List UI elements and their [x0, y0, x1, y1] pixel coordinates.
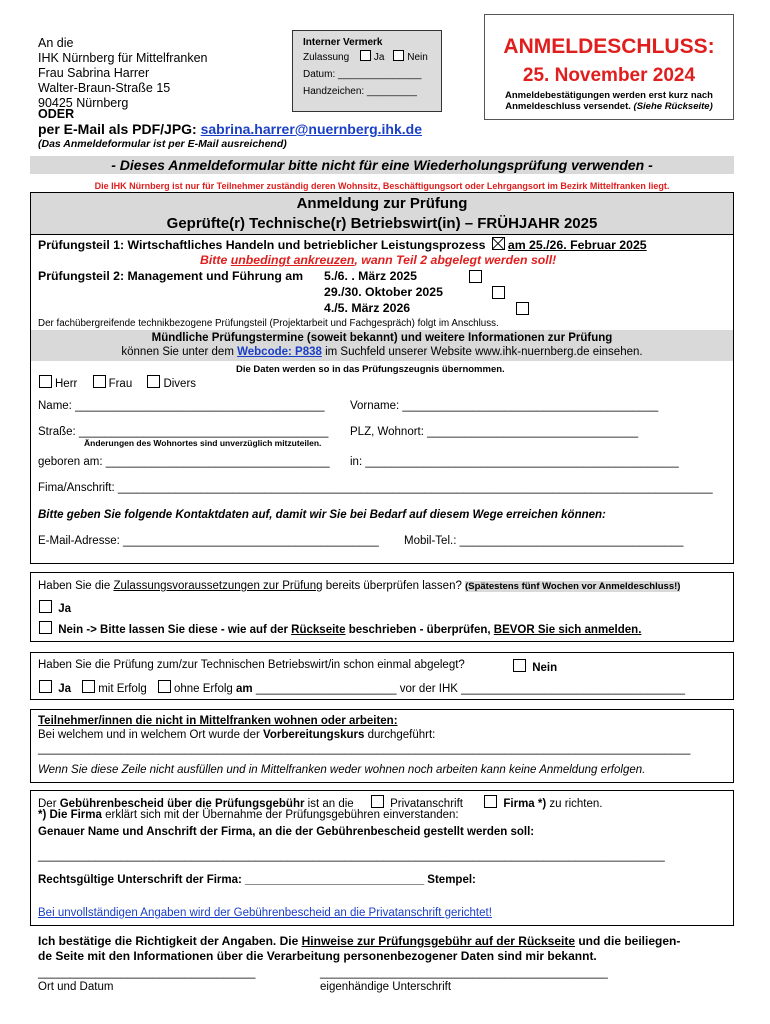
certificate-note: Die Daten werden so in das Prüfungszeugnis übernommen.: [236, 364, 505, 375]
previous-nein-checkbox[interactable]: [513, 659, 526, 672]
confirmation-text: [38, 934, 738, 964]
internal-handzeichen: Handzeichen: _________: [303, 86, 417, 97]
admission-nein-checkbox[interactable]: [39, 621, 52, 634]
zulassung-nein-label: Nein: [407, 52, 428, 63]
part2-date-3: 4./5. März 2026: [324, 301, 411, 315]
herr-label: Herr: [55, 378, 78, 390]
ohne-erfolg-label: ohne Erfolg: [173, 683, 233, 695]
admission-q-a: Haben Sie die: [38, 580, 114, 592]
admission-q-b: bereits überprüfen lassen?: [322, 580, 462, 592]
deadline-note-line2: Anmeldeschluss versendet.: [505, 101, 631, 112]
company-address-prompt: Genauer Name und Anschrift der Firma, an die der Gebührenbescheid gestellt werden soll:: [38, 826, 535, 838]
internal-datum: Datum: _______________: [303, 69, 422, 80]
am-label: am: [236, 683, 253, 695]
email-link[interactable]: sabrina.harrer@nuernberg.ihk.de: [200, 121, 422, 137]
ihk-field[interactable]: ___________________________________: [461, 683, 685, 695]
part1-instruction-c: , wann Teil 2 abgelegt werden soll!: [354, 253, 557, 267]
birthdate-field[interactable]: geboren am: ___________________________________: [38, 456, 330, 468]
company-label: Firma *): [503, 798, 547, 810]
deadline-title: ANMELDESCHLUSS:: [503, 35, 715, 58]
fee-l1-a: Der: [38, 798, 60, 810]
vor-ihk-label: vor der IHK: [399, 683, 458, 695]
confirm-c: de Seite mit den Informationen über die Verarbeitung personenbezogener Daten sind mir bekannt.: [38, 949, 597, 963]
jurisdiction-note: Die IHK Nürnberg ist nur für Teilnehmer zuständig deren Wohnsitz, Beschäftigungsort oder Lehrgangsort im Bezirk Mittelfranken liegt.: [94, 181, 670, 191]
fee-l1-b: Gebührenbescheid über die Prüfungsgebühr: [59, 798, 305, 810]
deadline-note: [485, 90, 733, 112]
strasse-field[interactable]: Straße: _______________________________________: [38, 426, 329, 438]
admission-nein-b: beschrieben - überprüfen,: [345, 624, 494, 636]
internal-note-title: Interner Vermerk: [303, 37, 383, 48]
part2-date-1-checkbox[interactable]: [469, 270, 482, 283]
mobile-field[interactable]: Mobil-Tel.: ___________________________________: [404, 535, 684, 547]
place-date-field[interactable]: __________________________________: [38, 967, 256, 979]
course-location-field[interactable]: ______________________________________________________________________________________________________: [38, 743, 691, 755]
outside-q-b: durchgeführt:: [364, 729, 436, 741]
part2-date-3-checkbox[interactable]: [516, 302, 529, 315]
signature-label: eigenhändige Unterschrift: [320, 981, 452, 993]
part2-date-2: 29./30. Oktober 2025: [324, 285, 443, 299]
previous-ja-label: Ja: [58, 683, 71, 695]
oral-exam-text-a: können Sie unter dem: [121, 346, 238, 358]
ohne-erfolg-checkbox[interactable]: [158, 680, 171, 693]
birthplace-field[interactable]: in: _________________________________________________: [350, 456, 679, 468]
divers-checkbox[interactable]: [147, 375, 160, 388]
company-signature-field[interactable]: Rechtsgültige Unterschrift der Firma: ____________________________ Stempel:: [38, 874, 476, 886]
part1-instruction: [200, 253, 556, 267]
herr-checkbox[interactable]: [39, 375, 52, 388]
part2-date-2-checkbox[interactable]: [492, 286, 505, 299]
admission-deadline-note: (Spätestens fünf Wochen vor Anmeldeschluss!): [465, 581, 681, 592]
outside-title: Teilnehmer/innen die nicht in Mittelfranken wohnen oder arbeiten:: [38, 715, 398, 727]
admission-q-link: Zulassungsvoraussetzungen zur Prüfung: [113, 580, 323, 592]
outside-question: [38, 729, 435, 741]
address-line: Walter-Braun-Straße 15: [38, 81, 171, 95]
company-consent-bold: *) Die Firma: [38, 809, 102, 821]
part1-instruction-a: Bitte: [200, 253, 231, 267]
admission-question: [38, 580, 680, 592]
private-address-checkbox[interactable]: [371, 795, 384, 808]
registration-title-line1: Anmeldung zur Prüfung: [296, 195, 468, 212]
oral-exam-info: [31, 330, 733, 361]
email-prefix: per E-Mail als PDF/JPG:: [38, 121, 201, 137]
outside-note: Wenn Sie diese Zeile nicht ausfüllen und in Mittelfranken weder wohnen noch arbeiten kann keine Anmeldung erfolgen.: [38, 764, 646, 776]
outside-q-a: Bei welchem und in welchem Ort wurde der: [38, 729, 263, 741]
outside-q-bold: Vorbereitungskurs: [263, 729, 365, 741]
part1-checkbox[interactable]: [492, 237, 505, 250]
company-address-field[interactable]: __________________________________________________________________________________________________: [38, 850, 665, 862]
email-field[interactable]: E-Mail-Adresse: ________________________________________: [38, 535, 379, 547]
part1-label: Prüfungsteil 1: Wirtschaftliches Handeln und betrieblicher Leistungsprozess: [38, 238, 486, 252]
company-checkbox[interactable]: [484, 795, 497, 808]
vorname-field[interactable]: Vorname: ________________________________________: [350, 400, 659, 412]
part1-instruction-b: unbedingt ankreuzen: [230, 253, 355, 267]
signature-field[interactable]: _____________________________________________: [320, 967, 608, 979]
oder-label: ODER: [38, 107, 75, 121]
company-field[interactable]: Fima/Anschrift: _____________________________________________________________________________________________: [38, 482, 713, 494]
admission-nein-link: Rückseite: [291, 624, 346, 636]
address-line: 90425 Nürnberg: [38, 96, 129, 110]
oral-exam-line1: Mündliche Prüfungstermine (soweit bekannt) und weitere Informationen zur Prüfung: [151, 332, 613, 344]
deadline-note-ref: (Siehe Rückseite): [633, 101, 713, 112]
previous-nein-label: Nein: [532, 662, 558, 674]
fee-recipient-row: [38, 795, 602, 810]
contact-prompt: Bitte geben Sie folgende Kontaktdaten auf, damit wir Sie bei Bedarf auf diesem Wege erreichen können:: [38, 509, 606, 521]
recipient-address: [38, 36, 208, 111]
frau-checkbox[interactable]: [93, 375, 106, 388]
zulassung-ja-label: Ja: [373, 52, 385, 63]
deadline-note-line1: Anmeldebestätigungen werden erst kurz nach: [505, 90, 713, 101]
confirm-b: und die beiliegen-: [575, 934, 681, 948]
address-line: IHK Nürnberg für Mittelfranken: [38, 51, 208, 65]
fee-l1-c: ist an die: [304, 798, 354, 810]
admission-ja-label: Ja: [58, 603, 71, 615]
company-consent-rest: erklärt sich mit der Übernahme der Prüfungsgebühren einverstanden:: [101, 809, 459, 821]
zulassung-nein-checkbox[interactable]: [393, 50, 404, 61]
admission-nein-row: [36, 621, 641, 636]
admission-ja-checkbox[interactable]: [39, 600, 52, 613]
part2-date-1: 5./6. . März 2025: [324, 269, 417, 283]
admission-ja-row: [36, 600, 71, 615]
address-change-note: Änderungen des Wohnortes sind unverzüglich mitzuteilen.: [84, 438, 322, 448]
previous-nein-row: [510, 659, 557, 674]
part1-row: [38, 237, 647, 252]
divers-label: Divers: [163, 378, 197, 390]
previous-question: Haben Sie die Prüfung zum/zur Technischen Betriebswirt/in schon einmal abgelegt?: [38, 659, 465, 671]
plz-wohnort-field[interactable]: PLZ, Wohnort: _________________________________: [350, 426, 639, 438]
part2-label: Prüfungsteil 2: Management und Führung am: [38, 269, 304, 283]
project-note: Der fachübergreifende technikbezogene Prüfungsteil (Projektarbeit und Fachgespräch) folgt im Anschluss.: [38, 318, 499, 329]
previous-ja-checkbox[interactable]: [39, 680, 52, 693]
deadline-box: [484, 14, 734, 120]
confirm-link: Hinweise zur Prüfungsgebühr auf der Rückseite: [301, 934, 575, 948]
internal-zulassung-row: [303, 49, 431, 66]
email-submission-line: [38, 121, 422, 137]
zulassung-ja-checkbox[interactable]: [360, 50, 371, 61]
webcode-link[interactable]: Webcode: P838: [237, 346, 322, 358]
frau-label: Frau: [108, 378, 133, 390]
private-address-label: Privatanschrift: [390, 798, 463, 810]
email-note: (Das Anmeldeformular ist per E-Mail ausreichend): [38, 138, 287, 150]
registration-title-line2: Geprüfte(r) Technische(r) Betriebswirt(in) – FRÜHJAHR 2025: [166, 215, 598, 232]
previous-ja-row: [36, 680, 685, 695]
registration-title: [31, 193, 733, 235]
place-date-label: Ort und Datum: [38, 981, 114, 993]
deadline-date: 25. November 2024: [522, 65, 696, 86]
internal-note-box: [292, 30, 442, 112]
zulassung-label: Zulassung: [303, 52, 350, 63]
repeat-exam-warning: - Dieses Anmeldeformular bitte nicht für eine Wiederholungsprüfung verwenden -: [30, 156, 734, 174]
confirm-a: Ich bestätige die Richtigkeit der Angaben. Die: [38, 934, 302, 948]
mit-erfolg-checkbox[interactable]: [82, 680, 95, 693]
address-line: An die: [38, 36, 74, 50]
name-field[interactable]: Name: _______________________________________: [38, 400, 325, 412]
incomplete-info-note: Bei unvollständigen Angaben wird der Gebührenbescheid an die Privatanschrift gerichtet!: [38, 907, 492, 919]
mit-erfolg-label: mit Erfolg: [98, 683, 147, 695]
admission-nein-a: Nein -> Bitte lassen Sie diese - wie auf der: [58, 624, 292, 636]
exam-date-field[interactable]: ______________________: [255, 683, 397, 695]
admission-nein-c: BEVOR Sie sich anmelden.: [493, 624, 642, 636]
oral-exam-text-b: im Suchfeld unserer Website www.ihk-nuernberg.de einsehen.: [321, 346, 643, 358]
part1-date: am 25./26. Februar 2025: [507, 238, 647, 252]
oral-exam-line2: [31, 345, 733, 359]
address-line: Frau Sabrina Harrer: [38, 66, 150, 80]
salutation-row: [36, 375, 196, 390]
company-consent: [38, 809, 459, 821]
company-label-rest: zu richten.: [546, 798, 603, 810]
